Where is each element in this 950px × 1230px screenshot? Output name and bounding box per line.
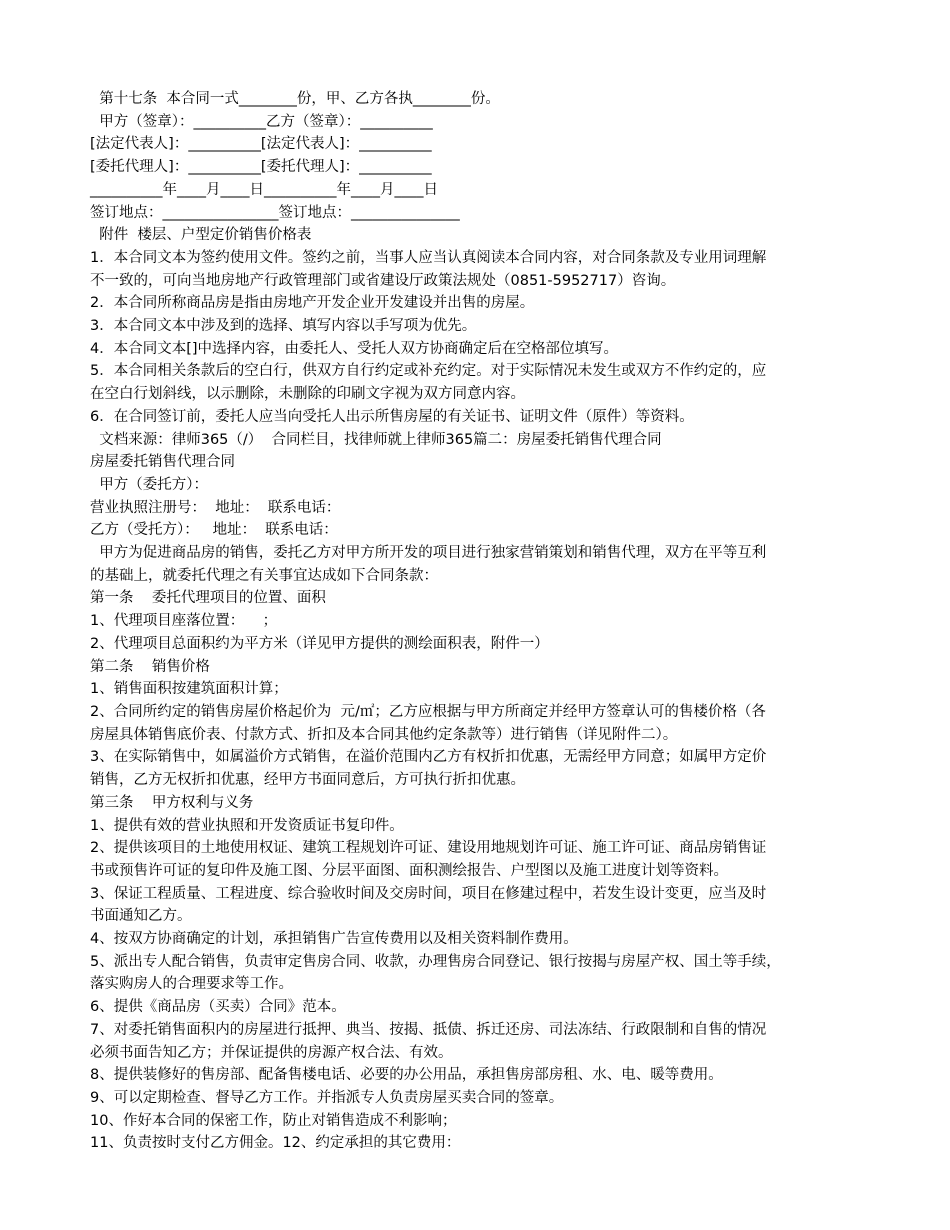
text-line: 不一致的，可向当地房地产行政管理部门或省建设厅政策法规处（0851-5952717）咨询。 — [90, 272, 676, 289]
text-line: 销售，乙方无权折扣优惠，经甲方书面同意后，方可执行折扣优惠。 — [90, 772, 525, 789]
text-line: 7、对委托销售面积内的房屋进行抵押、典当、按揭、抵债、拆迁还房、司法冻结、行政限制和自售的情况 — [90, 1021, 767, 1038]
text-line: 5．本合同相关条款后的空白行，供双方自行约定或补充约定。对于实际情况未发生或双方不作约定的，应 — [90, 363, 767, 380]
text-line: 6、提供《商品房（买卖）合同》范本。 — [90, 999, 346, 1016]
text-line: 第一条 委托代理项目的位置、面积 — [90, 590, 326, 607]
text-line: 10、作好本合同的保密工作，防止对销售造成不利影响； — [90, 1112, 457, 1129]
text-line: 1、代理项目座落位置： ； — [90, 613, 278, 630]
text-line: 的基础上，就委托代理之有关事宜达成如下合同条款： — [90, 567, 438, 584]
text-line: 签订地点：________________签订地点：_______________ — [90, 204, 460, 221]
text-line: 11、负责按时支付乙方佣金。12、约定承担的其它费用： — [90, 1135, 461, 1152]
text-line: 第三条 甲方权利与义务 — [90, 794, 254, 811]
document-page — [90, 88, 860, 1155]
text-line: [委托代理人]：__________[委托代理人]：__________ — [90, 159, 432, 176]
text-line: 1、提供有效的营业执照和开发资质证书复印件。 — [90, 817, 404, 834]
text-line: 甲方（签章）：__________乙方（签章）：__________ — [90, 113, 433, 130]
text-line: 1．本合同文本为签约使用文件。签约之前，当事人应当认真阅读本合同内容，对合同条款及专业用词理解 — [90, 249, 767, 266]
text-line: 2、合同所约定的销售房屋价格起价为 元/㎡；乙方应根据与甲方所商定并经甲方签章认可的售楼价格（各 — [90, 703, 766, 720]
text-line: 书或预售许可证的复印件及施工图、分层平面图、面积测绘报告、户型图以及施工进度计划等资料。 — [90, 862, 728, 879]
text-line: 4、按双方协商确定的计划，承担销售广告宣传费用以及相关资料制作费用。 — [90, 931, 578, 948]
text-line: 附件 楼层、户型定价销售价格表 — [90, 227, 312, 244]
text-line: 3．本合同文本中涉及到的选择、填写内容以手写项为优先。 — [90, 318, 477, 335]
text-line: 9、可以定期检查、督导乙方工作。并指派专人负责房屋买卖合同的签章。 — [90, 1089, 564, 1106]
text-line: __________年____月____日__________年____月____日 — [90, 181, 438, 198]
text-line: 第二条 销售价格 — [90, 658, 210, 675]
text-line: 营业执照注册号： 地址： 联系电话： — [90, 499, 341, 516]
text-line: 必须书面告知乙方；并保证提供的房源产权合法、有效。 — [90, 1044, 453, 1061]
text-line: 文档来源：律师365（/） 合同栏目，找律师就上律师365篇二：房屋委托销售代理合同 — [90, 431, 662, 448]
text-line: [法定代表人]：__________[法定代表人]：__________ — [90, 136, 432, 153]
text-line: 书面通知乙方。 — [90, 908, 192, 925]
text-line: 5、派出专人配合销售，负责审定售房合同、收款，办理售房合同登记、银行按揭与房屋产权、国土等手续， — [90, 953, 781, 970]
text-line: 6．在合同签订前，委托人应当向受托人出示所售房屋的有关证书、证明文件（原件）等资料。 — [90, 408, 694, 425]
text-line: 乙方（受托方）： 地址： 联系电话： — [90, 522, 338, 539]
text-line: 4．本合同文本[]中选择内容，由委托人、受托人双方协商确定后在空格部位填写。 — [90, 340, 619, 357]
text-line: 落实购房人的合理要求等工作。 — [90, 976, 293, 993]
text-line: 2、提供该项目的土地使用权证、建筑工程规划许可证、建设用地规划许可证、施工许可证、商品房销售证 — [90, 840, 767, 857]
text-line: 1、销售面积按建筑面积计算； — [90, 681, 288, 698]
text-line: 甲方（委托方）： — [90, 476, 208, 493]
text-line: 房屋委托销售代理合同 — [90, 454, 235, 471]
text-line: 3、在实际销售中，如属溢价方式销售，在溢价范围内乙方有权折扣优惠，无需经甲方同意；如属甲方定价 — [90, 749, 767, 766]
text-line: 2．本合同所称商品房是指由房地产开发企业开发建设并出售的房屋。 — [90, 295, 535, 312]
text-line: 房屋具体销售底价表、付款方式、折扣及本合同其他约定条款等）进行销售（详见附件二）。 — [90, 726, 678, 743]
text-line: 第十七条 本合同一式________份，甲、乙方各执________份。 — [90, 91, 500, 107]
text-line: 3、保证工程质量、工程进度、综合验收时间及交房时间，项目在修建过程中，若发生设计变更，应当及时 — [90, 885, 767, 902]
text-line: 2、代理项目总面积约为平方米（详见甲方提供的测绘面积表，附件一） — [90, 635, 549, 652]
text-line: 8、提供装修好的售房部、配备售楼电话、必要的办公用品，承担售房部房租、水、电、暖等费用。 — [90, 1067, 723, 1084]
text-line: 甲方为促进商品房的销售，委托乙方对甲方所开发的项目进行独家营销策划和销售代理，双方在平等互利 — [90, 545, 767, 562]
text-line: 在空白行划斜线，以示删除，未删除的印刷文字视为双方同意内容。 — [90, 386, 525, 403]
